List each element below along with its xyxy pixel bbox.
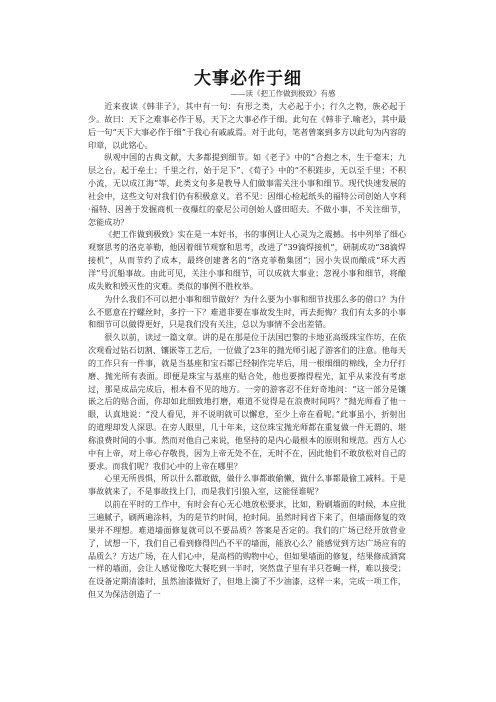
article-body: [88, 100, 406, 601]
paragraph: 心里无所畏惧，所以什么都敢做，做什么事都敢偷懒，做什么事都最偷工减料。于是事故就来了，不是事故找上门，而是我们引狼入室，这能怪谁呢？: [88, 473, 406, 497]
page-subtitle: ——读《把工作做到极致》有感: [230, 89, 336, 98]
paragraph: 为什么我们不可以把小事和细节做好？为什么要为小事和细节找那么多的借口？为什么不愿意在拧螺丝时，多拧一下？难道非要在事故发生时，再去扼悔？我们有太多的小事和细节可以做得更好，只是我们没有关注，总以为事情不会出差错。: [88, 293, 406, 330]
paragraph: 很久以前，读过一篇文章。讲的是在那是位于法国巴黎的卡地亚高级珠宝作坊，在依次观看过钻石切割、镶嵌等工艺后，一位做了23年的抛光师引起了游客们的注意。他每天的工作只有一件事，就是当基座和宝石都已经制作完毕后，用一根细细的棉线，全力仔打磨、抛光所有表面。即便是珠宝与基座的贴合处，他也要擦得程光，缸乎从来没有考虑过，那是成品完成后，根本看不见的地方。一旁的游客忍不住好奇地问：“这一部分是镶嵌之后的贴合面，你却如此细致地打磨，难道不觉得是在浪费时间吗？”抛光师看了他一眼，认真地说：“没人看见，并不说明就可以懈怠，至少上帝在看呢。”此事虽小，折射出的道理却发人深思。在旁人眼里，几十年来，这位珠宝抛光师都在重复做一件无谓的、堪称浪费时间的小事。然而对他自己来说，他坚持的是内心最根本的原则和规范。西方人心中有上帝，对上帝心存敬畏，因为上帝无处不在，无时不在，因此他们不敢放松对自己的要求。而我们呢？我们心中的上帝在哪里？: [88, 332, 406, 471]
paragraph: 以前在平时的工作中，有时会有心无心地放松要求，比如，粉刷墙面的时候，本应批三遍腻子，刷两遍涂料，为的是节约时间，抢时间。虽然时间省下来了，但墙面修复的效果并不理想。难道墙面修复就可以不要品质？答案是否定的。我们的广场已经开放营业了，试想一下，我们自己看到修得凹凸不平的墙面，能放心么？能感觉到方达广场应有的品质么？方达广场，在人们心中，是高档的购物中心，但如果墙面的修复，结果修成酒窝一样的墙面，会让人感觉像吃大餐吃到一半时，突然盘子里有半只苍蝇一样，难以接受；在设备定期清漆时，虽然油漆做好了，但地上滴了不少油漆，这样一来，完成一项工作，但又为保洁创造了一: [88, 499, 406, 600]
paragraph: 纵观中国的古典文献，大多都提到细节。如《老子》中的“合抱之木，生于毫末；九层之台，起于垒土；千里之行，始于足下”、《荀子》中的“不积跬步，无以至千里；不积小流，无以成江海”等，此类文句多是教导人们做事需关注小事和细节。现代快速发展的社会中，这些文句对我们仍有积极意义。君不见：因细心检起纸头的福特公司创始人亨利·福特、因善于发掘商机一夜爆红的豪尼公司创始人盛田昭夫。不做小事，不关注细节，怎能成功？: [88, 152, 406, 227]
page-title: 大事必作于细: [194, 69, 302, 89]
paragraph: 《把工作做到极致》实在是一本好书，书的事例让人心灵为之震撼。书中列举了细心观察思考的洛克菲勒，他因着细节观察和思考，改进了“39滴焊接机”，研制成功“38滴焊接机”，从而节约了成本，最终创建著名的“洛克菲勒集团”；因小失误而酿成“环大西洋”号沉船事故。由此可见，关注小事和细节，可以成就大事业；忽视小事和细节，将酿成失败和毁灭性的灾难。类似的事例不胜枚举。: [88, 229, 406, 291]
paragraph: 近来夜读《韩非子》，其中有一句：有形之类，大必起于小；行久之物，族必起于少。故曰：天下之难事必作于易，天下之大事必作于细。此句在《韩非子.喻老》，其中最后一句“天下大事必作于细”于我心有戚戚焉。对于此句，笔者曾案到多方以此句为内容的印章，以此铭心。: [88, 101, 406, 150]
